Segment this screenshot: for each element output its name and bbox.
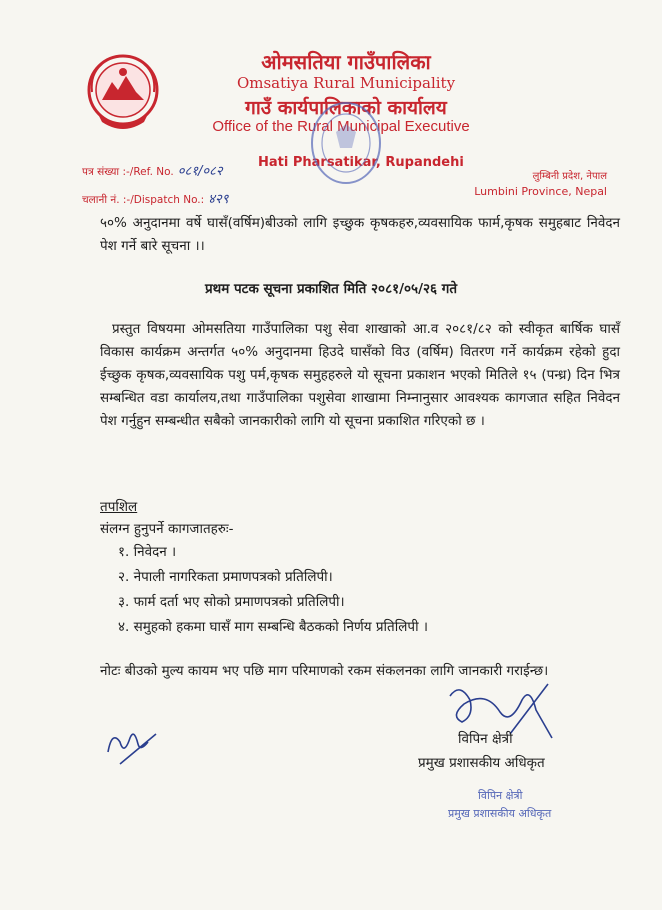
office-name-en: Office of the Rural Municipal Executive <box>212 118 470 135</box>
office-address: Hati Pharsatikar, Rupandehi <box>258 155 464 170</box>
municipality-name-np: ओमसतिया गाउँपालिका <box>261 50 431 74</box>
name-stamp: विपिन क्षेत्री <box>478 789 523 802</box>
notice-date: प्रथम पटक सूचना प्रकाशित मिति २०८१/०५/२६ गते <box>204 281 458 297</box>
office-stamp-icon <box>300 88 392 198</box>
notice-subject: ५०% अनुदानमा वर्षे घासँ(वर्षिम)बीउको लागि इच्छुक कृषकहरु,व्यवसायिक फार्म,कृषक समुहबाट निवेदन पेश गर्ने बारे सूचना ।। <box>100 215 620 254</box>
province-np: लुम्बिनी प्रदेश, नेपाल <box>532 171 607 182</box>
officer-title: प्रमुख प्रशासकीय अधिकृत <box>418 755 545 771</box>
office-name-np: गाउँ कार्यपालिकाको कार्यालय <box>245 97 447 119</box>
list-item: २. नेपाली नागरिकता प्रमाणपत्रको प्रतिलिपी। <box>118 569 333 585</box>
list-item: ४. समुहको हकमा घासँ माग सम्बन्धि बैठकको निर्णय प्रतिलिपी । <box>118 619 428 635</box>
ref-label: पत्र संख्या :-/Ref. No. <box>82 166 174 178</box>
list-item: ३. फार्म दर्ता भए सोको प्रमाणपत्रको प्रतिलिपी। <box>118 594 345 610</box>
list-item: १. निवेदन । <box>118 544 177 560</box>
dispatch-value: ४२९ <box>208 192 229 207</box>
required-docs-label: संलग्न हुनुपर्ने कागजातहरुः- <box>100 521 234 537</box>
dispatch-label: चलानी नं. :-/Dispatch No.: <box>82 194 205 206</box>
notice-note: नोटः बीउको मुल्य कायम भए पछि माग परिमाणको रकम संकलनका लागि जानकारी गराईन्छ। <box>100 663 549 679</box>
ref-value: ०८१/०८२ <box>177 164 223 179</box>
left-signature-icon <box>100 712 170 772</box>
notice-body: प्रस्तुत विषयमा ओमसतिया गाउँपालिका पशु सेवा शाखाको आ.व २०८१/८२ को स्वीकृत बार्षिक घासँ विकास कार्यक्रम अन्तर्गत ५०% अनुदानमा हिउदे घासँको विउ (वर्षिम) वितरण गर्ने कार्यक्रम रहेको हुदा ईच्छुक कृषक,व्यवसायिक पशु पर्म,कृषक समुहहरुले यो सूचना प्रकाशन भएको मितिले १५ (पन्ध्र) दिन भित्र सम्बन्धित वडा कार्यालय,तथा गाउँपालिका पशुसेवा शाखामा निम्नानुसार आवश्यक कागजात सहित निवेदन पेश गर्नुहुन सम्बन्धीत सबैको जानकारीको लागि यो सूचना प्रकाशित गरिएको छ । <box>100 321 620 429</box>
municipality-name-en: Omsatiya Rural Municipality <box>236 74 456 92</box>
details-heading: तपशिल <box>100 499 138 515</box>
province-en: Lumbini Province, Nepal <box>474 185 607 198</box>
dispatch-number <box>82 189 228 207</box>
officer-name: विपिन क्षेत्री <box>458 731 513 747</box>
title-stamp: प्रमुख प्रशासकीय अधिकृत <box>448 807 552 820</box>
ref-number <box>82 161 223 179</box>
